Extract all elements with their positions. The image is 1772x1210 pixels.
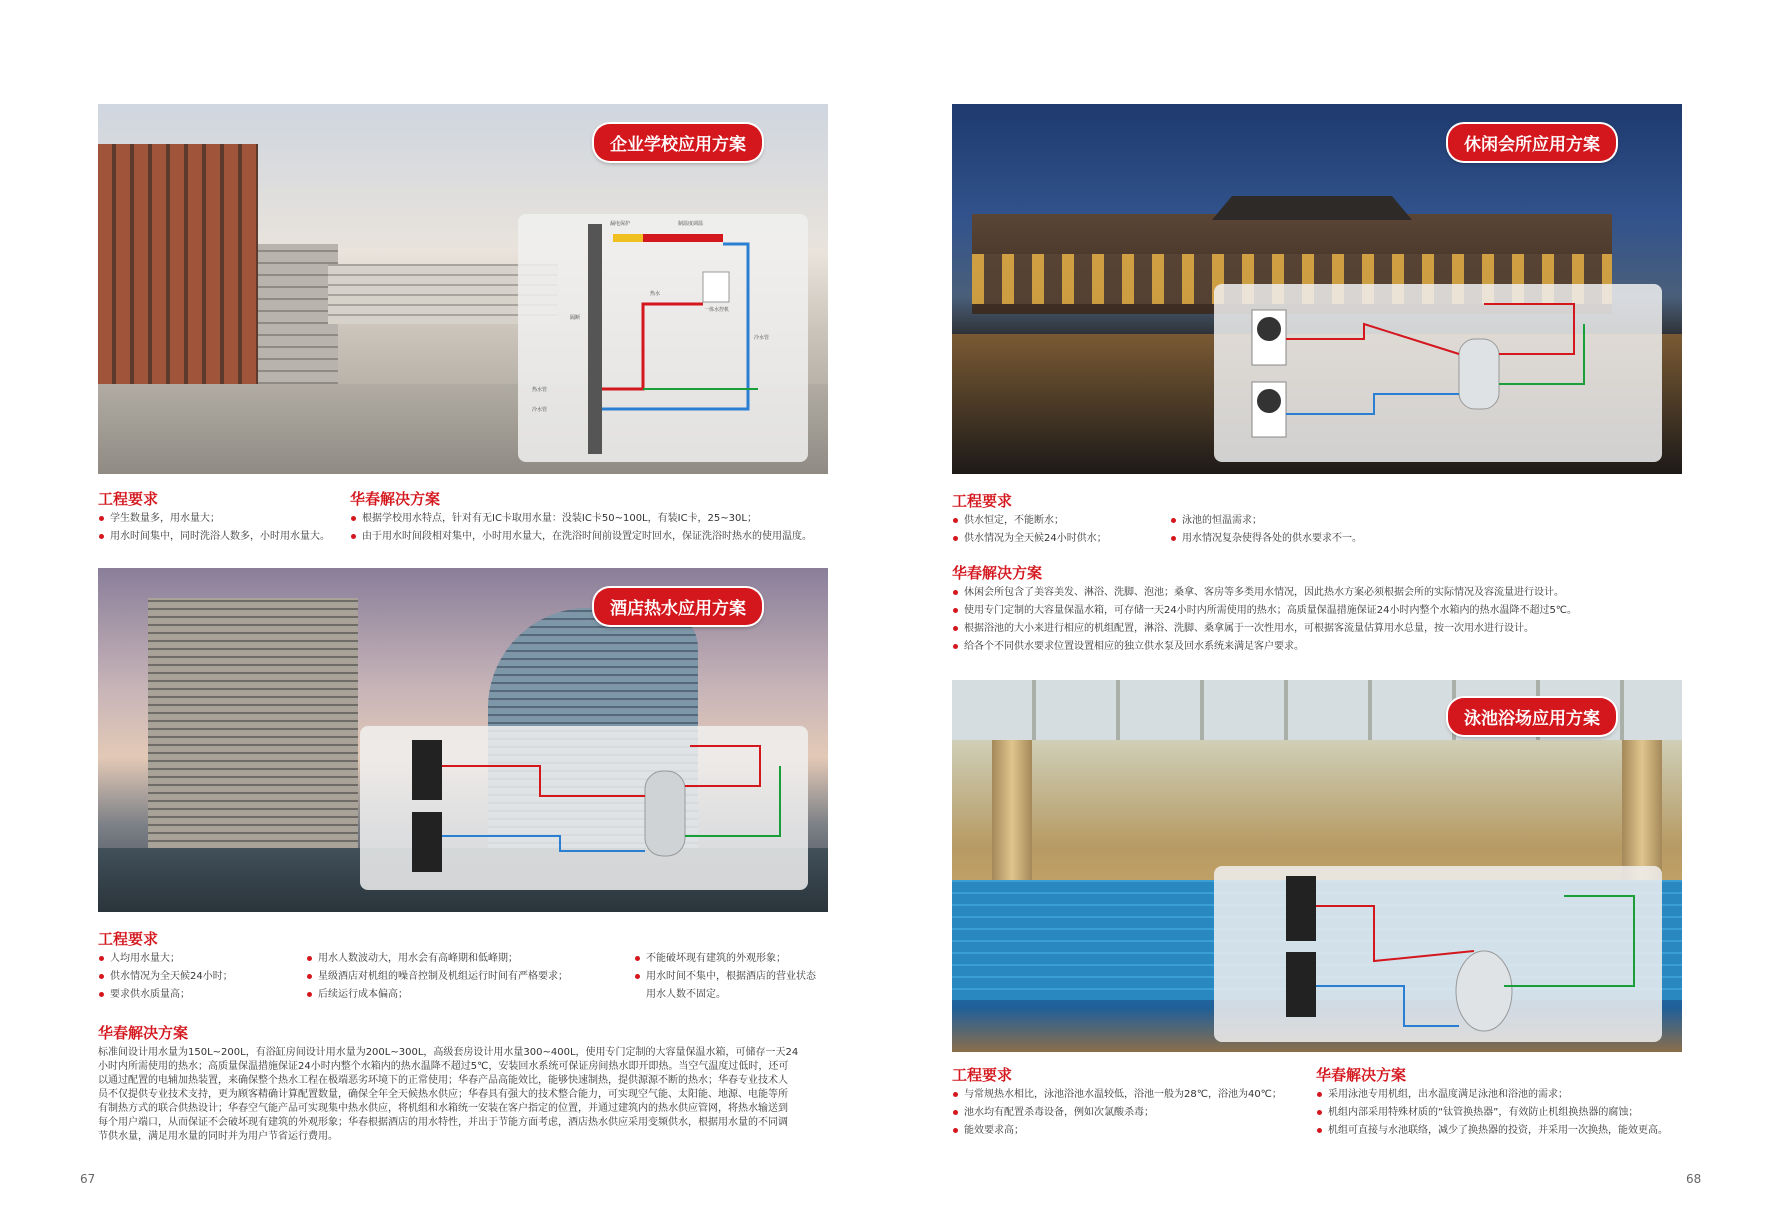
list-item: 给各个不同供水要求位置设置相应的独立供水泵及回水系统来满足客户要求。 [952, 638, 1577, 656]
list-item: 池水均有配置杀毒设备，例如次氯酸杀毒； [952, 1104, 1282, 1122]
club-requirements-col1 [952, 512, 1107, 548]
hotel-solution-title: 华春解决方案 [98, 1024, 189, 1042]
list-item: 用水情况复杂使得各处的供水要求不一。 [1170, 530, 1362, 548]
pool-solution-list [1316, 1086, 1668, 1140]
paragraph-line: 标准间设计用水量为150L~200L，有浴缸房间设计用水量为200L~300L，高级套房设计用水量300~400L，使用专门定制的大容量保温水箱，可储存一天24 [98, 1047, 799, 1058]
supply-pipe [1484, 304, 1574, 354]
paragraph-line: 员不仅提供专业技术支持，更为顾客精确计算配置数量，确保全年全天候热水供应；华春具有强大的技术整合能力，可实现空气能、太阳能、地源、电能等所 [98, 1089, 788, 1100]
club-requirements-col2 [1170, 512, 1362, 548]
supply-pipe [685, 746, 760, 786]
club-solution-list [952, 584, 1577, 656]
club-photo [952, 104, 1682, 474]
paragraph-line: 节供水量，满足用水量的同时并为用户节省运行费用。 [98, 1131, 338, 1142]
right-page [886, 0, 1772, 1210]
water-controller [703, 272, 729, 302]
hot-pipe [602, 304, 703, 389]
list-item: 供水情况为全天候24小时供水； [952, 530, 1107, 548]
heat-pump-unit-2 [412, 812, 442, 872]
diagram-label-leak: 漏电保护 [610, 221, 631, 227]
school-system-diagram [518, 214, 808, 462]
diagram-label-wall: 隔断 [570, 315, 581, 321]
diagram-label-hot-pipe: 热水管 [532, 387, 548, 393]
hotel-system-diagram [360, 726, 808, 890]
diagram-label-cold-pipe: 冷水管 [532, 407, 548, 413]
list-item: 泳池的恒温需求； [1170, 512, 1362, 530]
list-item: 机组可直接与水池联络，减少了换热器的投资，并采用一次换热，能效更高。 [1316, 1122, 1668, 1140]
school-solution-list [350, 510, 812, 546]
list-item: 用水人数波动大，用水会有高峰期和低峰期； [306, 950, 568, 968]
list-item: 根据浴池的大小来进行相应的机组配置，淋浴、洗脚、桑拿属于一次性用水，可根据客流量估算用水总量，按一次用水进行设计。 [952, 620, 1577, 638]
pool-solution-title: 华春解决方案 [1316, 1066, 1407, 1084]
list-item: 供水情况为全天候24小时； [98, 968, 233, 986]
list-item: 根据学校用水特点，针对有无IC卡取用水量：没装IC卡50~100L，有装IC卡，25~30L； [350, 510, 812, 528]
list-item: 人均用水量大； [98, 950, 233, 968]
water-tank [645, 771, 685, 856]
hotel-badge: 酒店热水应用方案 [594, 588, 762, 625]
hot-pipe [1286, 324, 1459, 354]
diagram-label-controller: 一体水控机 [704, 307, 730, 313]
school-building-2 [258, 244, 338, 394]
heat-pump-unit-1 [412, 740, 442, 800]
fan-icon [1257, 317, 1281, 341]
list-item: 休闲会所包含了美容美发、淋浴、洗脚、泡池；桑拿、客房等多类用水情况，因此热水方案必须根据会所的实际情况及容流量进行设计。 [952, 584, 1577, 602]
heat-pump-unit-1 [1286, 876, 1316, 941]
page-number-right: 68 [1686, 1172, 1702, 1186]
list-item: 采用泳池专用机组，出水温度满足泳池和浴池的需求； [1316, 1086, 1668, 1104]
heat-pump-unit-2 [1286, 952, 1316, 1017]
water-tank [1459, 339, 1499, 409]
list-item: 机组内部采用特殊材质的“钛管换热器”，有效防止机组换热器的腐蚀； [1316, 1104, 1668, 1122]
club-badge: 休闲会所应用方案 [1448, 124, 1616, 161]
diagram-label-cold: 冷水管 [754, 335, 770, 341]
list-item-continuation: 用水人数不固定。 [646, 989, 726, 1000]
list-item: 用水时间不集中，根据酒店的营业状态 [634, 968, 816, 986]
filter-tank [1456, 951, 1512, 1031]
paragraph-line: 以通过配置的电辅加热装置，来确保整个热水工程在极端恶劣环境下的正常使用；华春产品高能效比，能够快速制热，提供源源不断的热水；华春专业技术人 [98, 1075, 788, 1086]
cold-pipe [442, 836, 645, 851]
hot-pipe [1316, 906, 1474, 961]
school-requirements-list [98, 510, 330, 546]
cold-pipe [1316, 986, 1459, 1026]
cold-pipe [1286, 394, 1459, 414]
list-item: 星级酒店对机组的噪音控制及机组运行时间有严格要求； [306, 968, 568, 986]
pool-photo [952, 680, 1682, 1052]
pool-requirements-title: 工程要求 [952, 1066, 1013, 1084]
diagram-label-hot: 热水 [650, 291, 661, 297]
school-badge: 企业学校应用方案 [594, 124, 762, 161]
club-requirements-title: 工程要求 [952, 492, 1013, 510]
list-item: 要求供水质量高； [98, 986, 233, 1004]
club-system-diagram [1214, 284, 1662, 462]
pool-system-diagram [1214, 866, 1662, 1042]
list-item: 能效要求高； [952, 1122, 1282, 1140]
school-requirements-title: 工程要求 [98, 490, 159, 508]
fan-icon [1257, 389, 1281, 413]
list-item: 由于用水时间段相对集中，小时用水量大，在洗浴时间前设置定时回水，保证洗浴时热水的使用温度。 [350, 528, 812, 546]
hotel-tower [148, 598, 358, 848]
hotel-photo [98, 568, 828, 912]
school-photo [98, 104, 828, 474]
pool-requirements-list [952, 1086, 1282, 1140]
list-item: 与常规热水相比，泳池浴池水温较低，浴池一般为28℃，浴池为40℃； [952, 1086, 1282, 1104]
return-pipe [685, 766, 780, 836]
paragraph-line: 有制热方式的联合供热设计；华春空气能产品可实现集中热水供应，将机组和水箱统一安装在客户指定的位置，并通过建筑内的热水供应管网，将热水输送到 [98, 1103, 788, 1114]
pool-badge: 泳池浴场应用方案 [1448, 698, 1616, 735]
paragraph-line: 小时内所需使用的热水；高质量保温措施保证24小时内整个水箱内的热水温降不超过5℃，安装回水系统可保证房间热水即开即热。当空气温度过低时，还可 [98, 1061, 789, 1072]
list-item: 供水恒定，不能断水； [952, 512, 1107, 530]
return-pipe [1504, 896, 1634, 986]
hotel-solution-paragraph [98, 1046, 828, 1144]
hot-pipe [442, 766, 645, 796]
wall-shape [588, 224, 602, 454]
club-solution-title: 华春解决方案 [952, 564, 1043, 582]
list-item: 使用专门定制的大容量保温水箱，可存储一天24小时内所需使用的热水；高质量保温措施保证24小时内整个水箱内的热水温降不超过5℃。 [952, 602, 1577, 620]
list-item: 学生数量多，用水量大； [98, 510, 330, 528]
pool-piping-svg [1214, 866, 1662, 1042]
list-item: 不能破坏现有建筑的外观形象； [634, 950, 816, 968]
club-piping-svg [1214, 284, 1662, 462]
paragraph-line: 每个用户端口，从而保证不会破坏现有建筑的外观形象；华春根据酒店的用水特性，并出于节能方面考虑，酒店热水供应采用变频供水，根据用水量的不同调 [98, 1117, 788, 1128]
school-solution-title: 华春解决方案 [350, 490, 441, 508]
page-number-left: 67 [80, 1172, 96, 1186]
list-item: 后续运行成本偏高； [306, 986, 568, 1004]
list-item: 用水时间集中，同时洗浴人数多，小时用水量大。 [98, 528, 330, 546]
hotel-requirements-col3 [634, 950, 816, 1004]
hotel-requirements-title: 工程要求 [98, 930, 159, 948]
hotel-requirements-col1 [98, 950, 233, 1004]
diagram-label-temp: 制温度调温 [678, 221, 704, 227]
hotel-piping-svg [360, 726, 808, 890]
hotel-requirements-col2 [306, 950, 568, 1004]
club-roof [1212, 196, 1412, 220]
cold-pipe [602, 244, 748, 409]
heater-bar-accent [613, 234, 643, 242]
